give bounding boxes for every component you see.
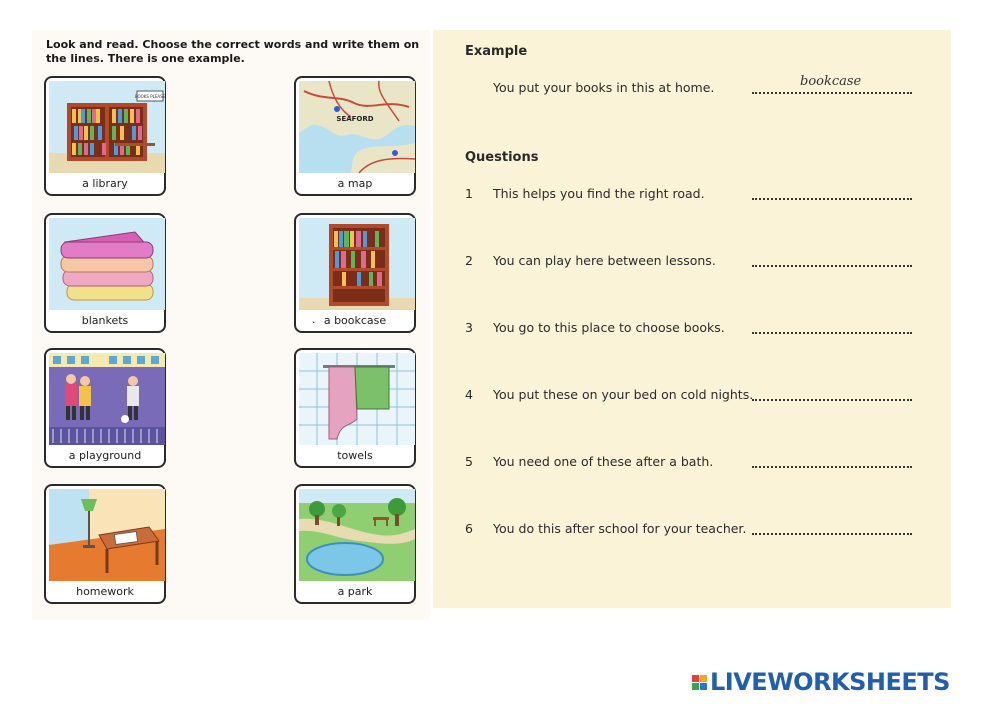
- answer-line[interactable]: [752, 332, 912, 334]
- question-number: 5: [465, 454, 473, 469]
- question-row: [465, 186, 945, 206]
- example-answer: bookcase: [800, 74, 862, 89]
- towels-icon: [299, 353, 411, 445]
- example-text: You put your books in this at home.: [493, 80, 715, 95]
- logo-square: [700, 675, 707, 682]
- question-text: You can play here between lessons.: [493, 253, 716, 268]
- logo-square: [700, 683, 707, 690]
- card-blankets: [44, 213, 166, 333]
- question-row: [465, 320, 945, 340]
- example-heading: Example: [465, 44, 528, 59]
- card-map: [294, 76, 416, 196]
- card-label: a bookcase: [323, 314, 387, 327]
- bookcase-icon: [299, 218, 411, 310]
- park-icon: [299, 489, 411, 581]
- answer-line[interactable]: [752, 399, 912, 401]
- question-text: You go to this place to choose books.: [493, 320, 725, 335]
- card-playground: [44, 348, 166, 468]
- map-icon: [299, 81, 411, 173]
- logo-text: LIVEWORKSHEETS: [710, 668, 950, 696]
- example-row: [465, 74, 945, 100]
- question-number: 6: [465, 521, 473, 536]
- liveworksheets-logo: [692, 668, 950, 696]
- card-label: towels: [337, 449, 373, 462]
- questions-panel: [433, 30, 951, 608]
- card-towels: [294, 348, 416, 468]
- pictures-panel: [32, 30, 430, 620]
- question-row: [465, 521, 945, 541]
- question-number: 1: [465, 186, 473, 201]
- question-text: You do this after school for your teacher.: [493, 521, 747, 536]
- homework-icon: [49, 489, 161, 581]
- card-label: homework: [76, 585, 134, 598]
- playground-icon: [49, 353, 161, 445]
- question-row: [465, 454, 945, 474]
- label-dot: .: [312, 313, 316, 326]
- question-text: This helps you find the right road.: [493, 186, 705, 201]
- logo-icon: [692, 675, 707, 690]
- logo-square: [692, 683, 699, 690]
- card-park: [294, 484, 416, 604]
- card-homework: [44, 484, 166, 604]
- card-label: a library: [82, 177, 128, 190]
- answer-line[interactable]: [752, 466, 912, 468]
- answer-line[interactable]: [752, 533, 912, 535]
- blankets-icon: [49, 218, 161, 310]
- answer-line[interactable]: [752, 265, 912, 267]
- logo-square: [692, 675, 699, 682]
- card-label: a playground: [68, 449, 142, 462]
- question-text: You put these on your bed on cold nights.: [493, 387, 754, 402]
- card-library: [44, 76, 166, 196]
- instructions: Look and read. Choose the correct words and write them on the lines. There is one example.: [46, 38, 420, 65]
- library-icon: [49, 81, 166, 173]
- card-label: a map: [337, 177, 373, 190]
- card-label: blankets: [81, 314, 129, 327]
- question-row: [465, 253, 945, 273]
- card-bookcase: [294, 213, 416, 333]
- question-number: 2: [465, 253, 473, 268]
- questions-heading: Questions: [465, 150, 539, 165]
- question-text: You need one of these after a bath.: [493, 454, 714, 469]
- question-row: [465, 387, 945, 407]
- answer-line[interactable]: [752, 198, 912, 200]
- question-number: 3: [465, 320, 473, 335]
- question-number: 4: [465, 387, 473, 402]
- map-place-label: SEAFORD: [336, 115, 374, 123]
- card-label: a park: [337, 585, 373, 598]
- library-sign: BOOKS PLEASE: [134, 94, 166, 99]
- example-answer-line: [752, 92, 912, 94]
